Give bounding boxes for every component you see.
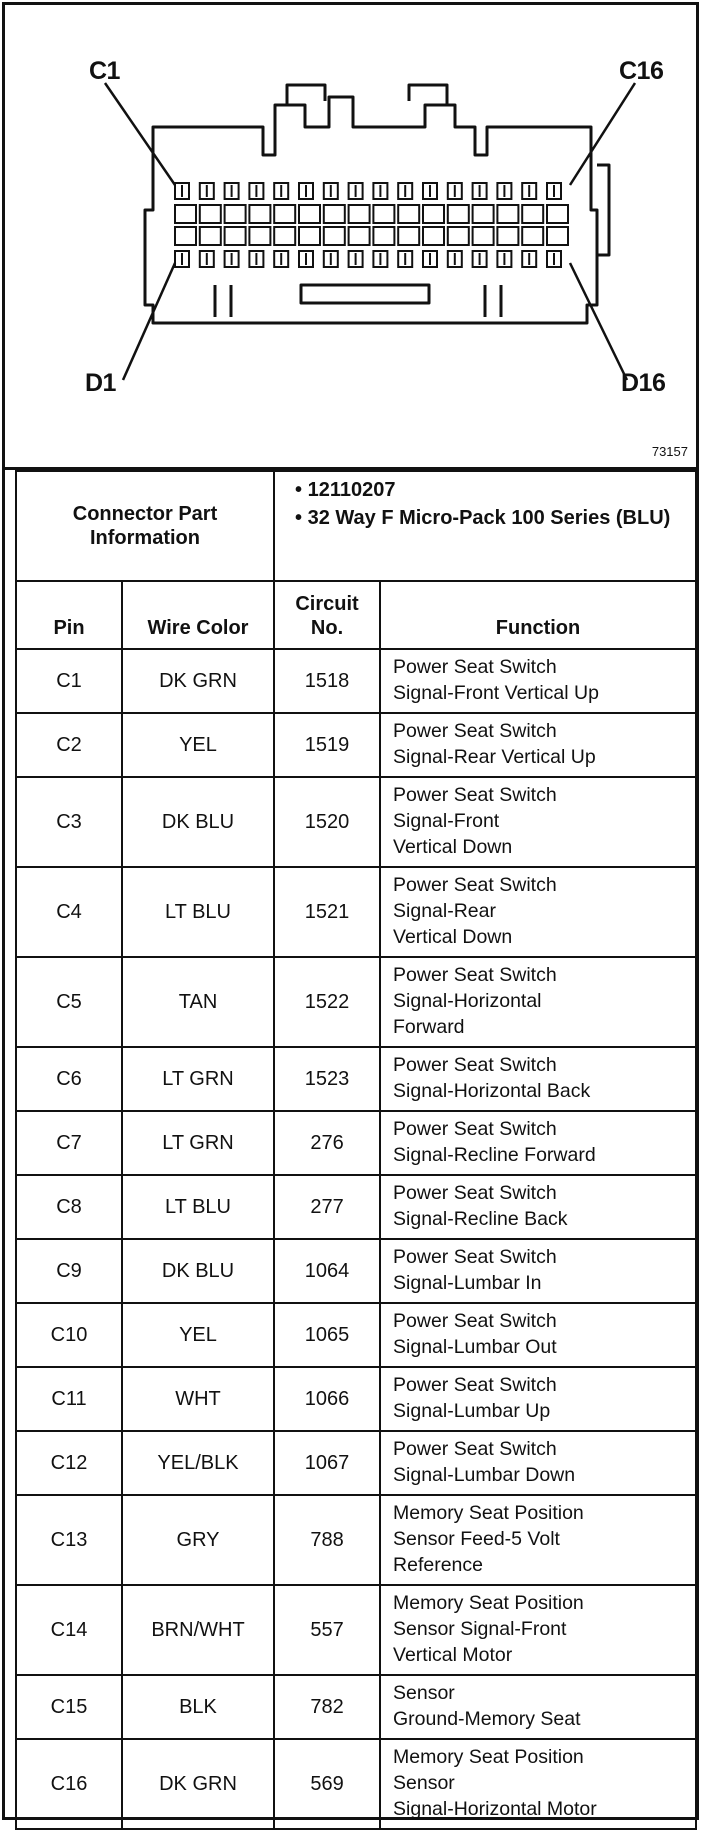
- function-line: Power Seat Switch: [393, 656, 557, 678]
- pin-cell: C9: [16, 1239, 122, 1303]
- circuit-no-cell: 788: [274, 1495, 380, 1585]
- circuit-no-cell: 1522: [274, 957, 380, 1047]
- connector-cavity: [497, 205, 518, 223]
- table-row: [16, 1175, 696, 1239]
- function-line: Signal-Horizontal: [393, 990, 542, 1012]
- function-cell: [380, 1495, 696, 1585]
- pin-cell: C15: [16, 1675, 122, 1739]
- function-line: Power Seat Switch: [393, 1310, 557, 1332]
- connector-cavity: [522, 227, 543, 245]
- function-line: Ground-Memory Seat: [393, 1708, 581, 1730]
- function-cell: [380, 1047, 696, 1111]
- connector-cavity: [175, 227, 196, 245]
- wire-color-cell: BRN/WHT: [122, 1585, 274, 1675]
- wire-color-cell: LT BLU: [122, 1175, 274, 1239]
- wire-color-cell: YEL: [122, 713, 274, 777]
- pin-cell: C13: [16, 1495, 122, 1585]
- pin-cell: C6: [16, 1047, 122, 1111]
- pin-cell: C7: [16, 1111, 122, 1175]
- connector-cavity: [274, 227, 295, 245]
- function-line: Memory Seat Position: [393, 1746, 584, 1768]
- wire-color-cell: DK GRN: [122, 1739, 274, 1829]
- wire-color-cell: DK BLU: [122, 1239, 274, 1303]
- wire-color-cell: TAN: [122, 957, 274, 1047]
- function-line: Power Seat Switch: [393, 784, 557, 806]
- function-cell: [380, 1431, 696, 1495]
- function-cell: [380, 1111, 696, 1175]
- circuit-no-cell: 1521: [274, 867, 380, 957]
- table-row: [16, 1675, 696, 1739]
- circuit-no-cell: 1520: [274, 777, 380, 867]
- wire-color-cell: LT BLU: [122, 867, 274, 957]
- circuit-no-cell: 1066: [274, 1367, 380, 1431]
- wire-color-cell: YEL/BLK: [122, 1431, 274, 1495]
- function-cell: [380, 1367, 696, 1431]
- function-cell: [380, 713, 696, 777]
- circuit-no-cell: 1519: [274, 713, 380, 777]
- function-line: Signal-Rear Vertical Up: [393, 746, 596, 768]
- table-row: [16, 649, 696, 713]
- circuit-no-cell: 276: [274, 1111, 380, 1175]
- circuit-no-cell: 1518: [274, 649, 380, 713]
- connector-diagram: [5, 5, 696, 470]
- function-cell: [380, 1585, 696, 1675]
- pin-cell: C4: [16, 867, 122, 957]
- wire-color-cell: GRY: [122, 1495, 274, 1585]
- table-row: [16, 1367, 696, 1431]
- pin-cell: C10: [16, 1303, 122, 1367]
- circuit-no-cell: 782: [274, 1675, 380, 1739]
- function-cell: [380, 957, 696, 1047]
- connector-cavity: [373, 227, 394, 245]
- connector-info-heading: Connector Part Information: [16, 471, 274, 581]
- function-line: Power Seat Switch: [393, 874, 557, 896]
- function-line: Power Seat Switch: [393, 1054, 557, 1076]
- circuit-no-cell: 1523: [274, 1047, 380, 1111]
- connector-cavity: [299, 205, 320, 223]
- connector-cavity: [398, 227, 419, 245]
- function-cell: [380, 1239, 696, 1303]
- wire-color-cell: LT GRN: [122, 1047, 274, 1111]
- connector-cavity: [324, 227, 345, 245]
- pin-cell: C11: [16, 1367, 122, 1431]
- connector-cavity: [423, 205, 444, 223]
- function-line: Signal-Recline Forward: [393, 1144, 596, 1166]
- table-row: [16, 1047, 696, 1111]
- connector-cavity: [225, 227, 246, 245]
- function-line: Power Seat Switch: [393, 1374, 557, 1396]
- connector-cavity: [423, 227, 444, 245]
- pin-cell: C5: [16, 957, 122, 1047]
- wire-color-cell: WHT: [122, 1367, 274, 1431]
- connector-cavity: [522, 205, 543, 223]
- circuit-no-cell: 557: [274, 1585, 380, 1675]
- circuit-no-cell: 569: [274, 1739, 380, 1829]
- pin-label-d1: D1: [85, 369, 116, 397]
- function-cell: [380, 1175, 696, 1239]
- pin-label-d16: D16: [621, 369, 666, 397]
- function-line: Memory Seat Position: [393, 1592, 584, 1614]
- function-line: Signal-Lumbar Up: [393, 1400, 551, 1422]
- function-cell: [380, 1303, 696, 1367]
- table-row: [16, 1495, 696, 1585]
- circuit-no-cell: 1064: [274, 1239, 380, 1303]
- pin-cell: C12: [16, 1431, 122, 1495]
- connector-info-row: [16, 471, 696, 581]
- connector-cavity: [349, 227, 370, 245]
- pin-cell: C3: [16, 777, 122, 867]
- table-row: [16, 1303, 696, 1367]
- connector-part-number: • 12110207: [295, 479, 396, 501]
- function-line: Power Seat Switch: [393, 1182, 557, 1204]
- table-row: [16, 867, 696, 957]
- connector-cavity: [398, 205, 419, 223]
- function-cell: [380, 649, 696, 713]
- connector-cavity: [299, 227, 320, 245]
- function-line: Signal-Lumbar Out: [393, 1336, 557, 1358]
- table-row: [16, 1431, 696, 1495]
- connector-cavity: [373, 205, 394, 223]
- header-wire-color: Wire Color: [122, 581, 274, 649]
- connector-cavity: [225, 205, 246, 223]
- connector-cavity: [274, 205, 295, 223]
- function-line: Sensor Feed-5 Volt: [393, 1528, 560, 1550]
- function-line: Sensor Signal-Front: [393, 1618, 567, 1640]
- table-row: [16, 1739, 696, 1829]
- pin-label-c1: C1: [89, 57, 120, 85]
- function-line: Vertical Motor: [393, 1644, 513, 1666]
- connector-cavity: [497, 227, 518, 245]
- function-line: Forward: [393, 1016, 465, 1038]
- connector-info-details: [274, 471, 696, 581]
- pin-table: [15, 470, 697, 1830]
- function-line: Signal-Horizontal Motor: [393, 1798, 597, 1820]
- function-line: Vertical Down: [393, 926, 513, 948]
- function-line: Power Seat Switch: [393, 1246, 557, 1268]
- connector-cavity: [473, 205, 494, 223]
- function-line: Signal-Front Vertical Up: [393, 682, 599, 704]
- pin-cell: C2: [16, 713, 122, 777]
- function-cell: [380, 1675, 696, 1739]
- function-line: Signal-Rear: [393, 900, 496, 922]
- pin-cell: C14: [16, 1585, 122, 1675]
- function-line: Sensor: [393, 1682, 455, 1704]
- circuit-no-cell: 1065: [274, 1303, 380, 1367]
- wire-color-cell: DK GRN: [122, 649, 274, 713]
- figure-number: 73157: [651, 444, 688, 459]
- function-line: Signal-Lumbar Down: [393, 1464, 576, 1486]
- pin-cell: C1: [16, 649, 122, 713]
- table-row: [16, 1585, 696, 1675]
- function-line: Power Seat Switch: [393, 964, 557, 986]
- table-header-row: [16, 581, 696, 649]
- header-pin: Pin: [16, 581, 122, 649]
- connector-cavity: [249, 227, 270, 245]
- pin-label-c16: C16: [619, 57, 664, 85]
- connector-cavity: [547, 205, 568, 223]
- connector-cavity: [473, 227, 494, 245]
- wire-color-cell: DK BLU: [122, 777, 274, 867]
- function-cell: [380, 867, 696, 957]
- table-row: [16, 957, 696, 1047]
- function-line: Signal-Horizontal Back: [393, 1080, 591, 1102]
- connector-cavity: [200, 205, 221, 223]
- function-line: Signal-Lumbar In: [393, 1272, 542, 1294]
- header-circuit-no: Circuit No.: [274, 581, 380, 649]
- connector-cavity: [547, 227, 568, 245]
- connector-cavity: [324, 205, 345, 223]
- connector-cavity: [249, 205, 270, 223]
- wire-color-cell: BLK: [122, 1675, 274, 1739]
- circuit-no-cell: 1067: [274, 1431, 380, 1495]
- connector-cavity: [448, 227, 469, 245]
- connector-description: • 32 Way F Micro-Pack 100 Series (BLU): [295, 507, 671, 529]
- function-line: Power Seat Switch: [393, 1118, 557, 1140]
- wire-color-cell: LT GRN: [122, 1111, 274, 1175]
- function-line: Signal-Front: [393, 810, 500, 832]
- table-row: [16, 713, 696, 777]
- connector-cavity: [448, 205, 469, 223]
- pin-cell: C16: [16, 1739, 122, 1829]
- connector-sheet: [2, 2, 699, 1820]
- table-row: [16, 777, 696, 867]
- connector-cavity: [349, 205, 370, 223]
- function-line: Vertical Down: [393, 836, 513, 858]
- connector-cavity: [200, 227, 221, 245]
- table-row: [16, 1111, 696, 1175]
- connector-cavity: [175, 205, 196, 223]
- function-line: Reference: [393, 1554, 483, 1576]
- pin-cell: C8: [16, 1175, 122, 1239]
- header-function: Function: [380, 581, 696, 649]
- function-line: Sensor: [393, 1772, 455, 1794]
- table-row: [16, 1239, 696, 1303]
- wire-color-cell: YEL: [122, 1303, 274, 1367]
- function-cell: [380, 777, 696, 867]
- function-cell: [380, 1739, 696, 1829]
- function-line: Power Seat Switch: [393, 720, 557, 742]
- circuit-no-cell: 277: [274, 1175, 380, 1239]
- function-line: Power Seat Switch: [393, 1438, 557, 1460]
- function-line: Memory Seat Position: [393, 1502, 584, 1524]
- function-line: Signal-Recline Back: [393, 1208, 568, 1230]
